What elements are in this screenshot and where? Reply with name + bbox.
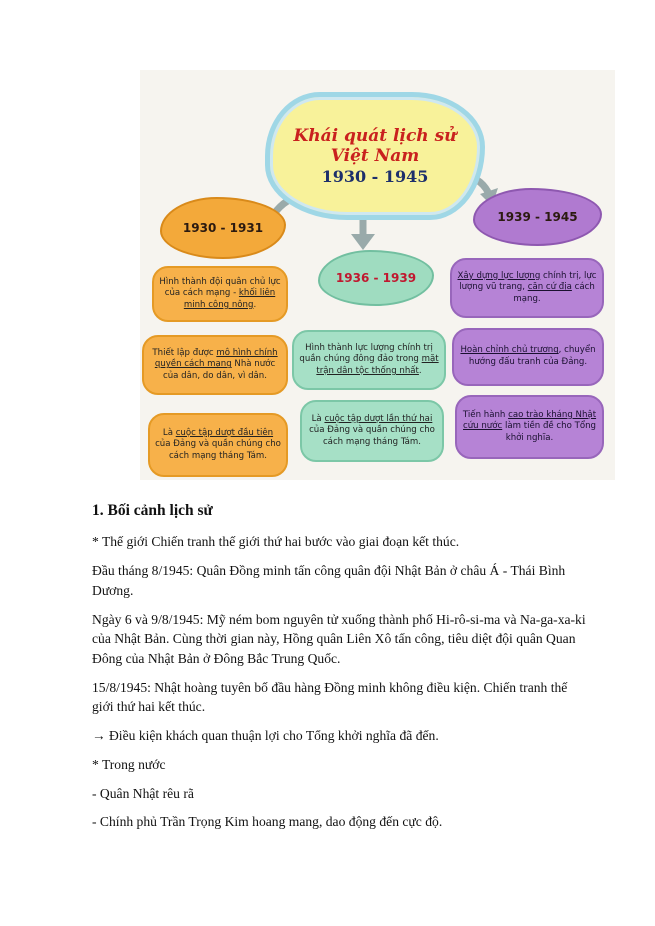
- paragraph: Ngày 6 và 9/8/1945: Mỹ ném bom nguyên tử xuống thành phố Hi-rô-si-ma và Na-ga-xa-ki của Nhật Bản. Cùng thời gian này, Hồng quân Liên Xô tấn công, tiêu diệt đội quân Quan Đông của Nhật Bản ở Đông Bắc Trung Quốc.: [92, 611, 586, 666]
- diagram-title-line2: Việt Nam: [330, 146, 420, 167]
- diagram-box-text: Là cuộc tập dượt đầu tiên của Đảng và quần chúng cho cách mạng tháng Tám.: [155, 427, 281, 461]
- period-bubble-1936: 1936 - 1939: [318, 250, 434, 306]
- period-1939-item-2: [452, 328, 604, 386]
- paragraph: Đầu tháng 8/1945: Quân Đồng minh tấn công quân đội Nhật Bản ở châu Á - Thái Bình Dương.: [92, 563, 566, 598]
- section-heading: 1. Bối cảnh lịch sử: [92, 502, 213, 519]
- period-1930-item-2: [142, 335, 288, 395]
- diagram-box-text: Thiết lập được mô hình chính quyền cách mạng Nhà nước của dân, do dân, vì dân.: [152, 347, 278, 381]
- paragraph: → Điều kiện khách quan thuận lợi cho Tổng khởi nghĩa đã đến.: [92, 728, 439, 744]
- diagram-title-line3: 1930 - 1945: [321, 166, 429, 186]
- period-1939-item-3: [455, 395, 604, 459]
- diagram-box-text: Tiến hành cao trào kháng Nhật cứu nước làm tiền đề cho Tổng khởi nghĩa.: [462, 409, 597, 443]
- paragraph: - Chính phủ Trần Trọng Kim hoang mang, dao động đến cực độ.: [92, 814, 443, 830]
- period-1936-item-2: [300, 400, 444, 462]
- diagram-box-text: Xây dựng lực lượng chính trị, lực lượng vũ trang, căn cứ địa cách mạng.: [457, 270, 597, 304]
- period-1936-item-1: [292, 330, 446, 390]
- period-1930-item-1: [152, 266, 288, 322]
- history-overview-diagram: [140, 70, 615, 480]
- period-1930-item-3: [148, 413, 288, 477]
- diagram-title-line1: Khái quát lịch sử: [293, 126, 457, 147]
- diagram-box-text: Là cuộc tập dượt lần thứ hai của Đảng và quần chúng cho cách mạng tháng Tám.: [309, 413, 435, 447]
- paragraph: * Thế giới Chiến tranh thế giới thứ hai bước vào giai đoạn kết thúc.: [92, 534, 460, 550]
- paragraph: 15/8/1945: Nhật hoàng tuyên bố đầu hàng Đồng minh không điều kiện. Chiến tranh thế giới thứ hai kết thúc.: [92, 679, 568, 715]
- diagram-box-text: Hình thành đội quân chủ lực của cách mạng - khối liên minh công nông.: [159, 276, 281, 310]
- diagram-box-text: Hình thành lực lượng chính trị quần chúng đông đảo trong mặt trận dân tộc thống nhất.: [299, 342, 439, 376]
- paragraph: * Trong nước: [92, 756, 166, 772]
- paragraph: - Quân Nhật rêu rã: [92, 785, 194, 801]
- diagram-title: [265, 92, 485, 220]
- diagram-box-text: Hoàn chỉnh chủ trương, chuyển hướng đấu tranh của Đảng.: [460, 345, 596, 367]
- period-bubble-1930: 1930 - 1931: [160, 197, 286, 259]
- historical-context-section: [92, 500, 592, 841]
- period-1939-item-1: [450, 258, 604, 318]
- period-bubble-1939: 1939 - 1945: [473, 188, 602, 246]
